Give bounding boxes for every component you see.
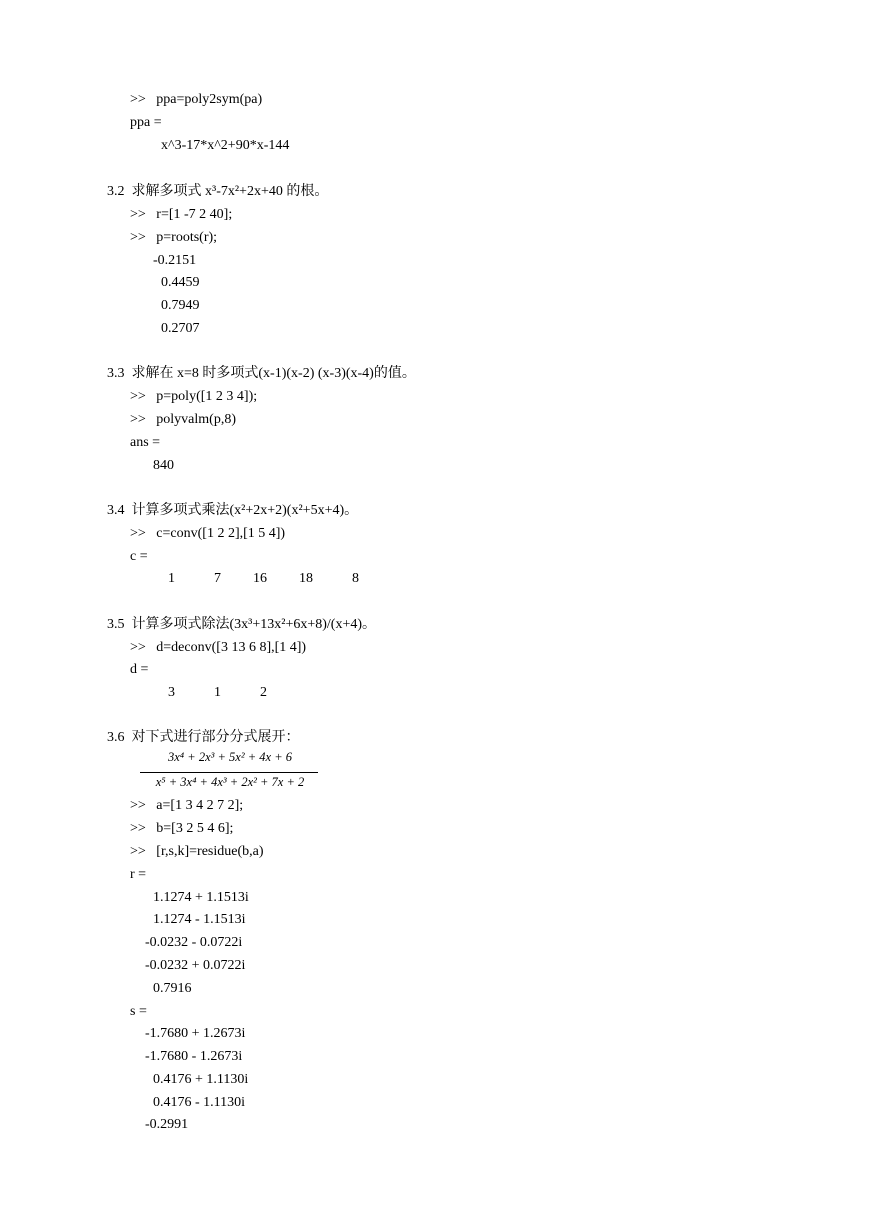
command-line: >> ppa=poly2sym(pa) (130, 92, 263, 107)
output-value: 840 (153, 458, 174, 473)
command-line: >> d=deconv([3 13 6 8],[1 4]) (130, 640, 307, 655)
output-variable: c = (130, 549, 148, 564)
output-variable: ans = (130, 435, 161, 450)
output-value: 7 (214, 571, 221, 586)
command-line: >> p=poly([1 2 3 4]); (130, 389, 258, 404)
output-value: 1.1274 + 1.1513i (153, 890, 249, 905)
output-value: -0.0232 + 0.0722i (145, 958, 246, 973)
output-variable: s = (130, 1004, 147, 1019)
command-line: >> b=[3 2 5 4 6]; (130, 821, 234, 836)
output-value: -1.7680 + 1.2673i (145, 1026, 246, 1041)
output-value: 0.7949 (161, 298, 200, 313)
output-value: x^3-17*x^2+90*x-144 (161, 138, 290, 153)
output-value: 0.4176 - 1.1130i (153, 1095, 246, 1110)
output-value: 1 (168, 571, 175, 586)
output-value: 0.4176 + 1.1130i (153, 1072, 249, 1087)
output-value: 3 (168, 685, 175, 700)
output-value: 2 (260, 685, 267, 700)
output-value: 1.1274 - 1.1513i (153, 912, 246, 927)
command-line: >> r=[1 -7 2 40]; (130, 207, 233, 222)
output-variable: ppa = (130, 115, 162, 130)
output-variable: r = (130, 867, 147, 882)
output-value: 0.7916 (153, 981, 192, 996)
command-line: >> [r,s,k]=residue(b,a) (130, 844, 264, 859)
output-value: 18 (299, 571, 313, 586)
output-value: 16 (253, 571, 267, 586)
output-value: -0.0232 - 0.0722i (145, 935, 243, 950)
fraction-denominator: x⁵ + 3x⁴ + 4x³ + 2x² + 7x + 2 (155, 775, 305, 789)
fraction-numerator: 3x⁴ + 2x³ + 5x² + 4x + 6 (167, 750, 293, 764)
output-value: -0.2151 (153, 253, 197, 268)
output-value: 0.2707 (161, 321, 200, 336)
section-title-3-6: 3.6 对下式进行部分分式展开： (107, 730, 300, 745)
command-line: >> a=[1 3 4 2 7 2]; (130, 798, 244, 813)
section-title-3-4: 3.4 计算多项式乘法(x²+2x+2)(x²+5x+4)。 (107, 503, 359, 518)
output-value: -1.7680 - 1.2673i (145, 1049, 243, 1064)
command-line: >> c=conv([1 2 2],[1 5 4]) (130, 526, 286, 541)
fraction-bar (140, 772, 318, 773)
section-title-3-5: 3.5 计算多项式除法(3x³+13x²+6x+8)/(x+4)。 (107, 617, 377, 632)
section-title-3-3: 3.3 求解在 x=8 时多项式(x-1)(x-2) (x-3)(x-4)的值。 (107, 366, 416, 381)
output-value: 8 (352, 571, 359, 586)
command-line: >> polyvalm(p,8) (130, 412, 236, 427)
command-line: >> p=roots(r); (130, 230, 218, 245)
output-variable: d = (130, 662, 149, 677)
output-value: 0.4459 (161, 275, 200, 290)
output-value: -0.2991 (145, 1117, 189, 1132)
output-value: 1 (214, 685, 221, 700)
section-title-3-2: 3.2 求解多项式 x³-7x²+2x+40 的根。 (107, 184, 329, 199)
